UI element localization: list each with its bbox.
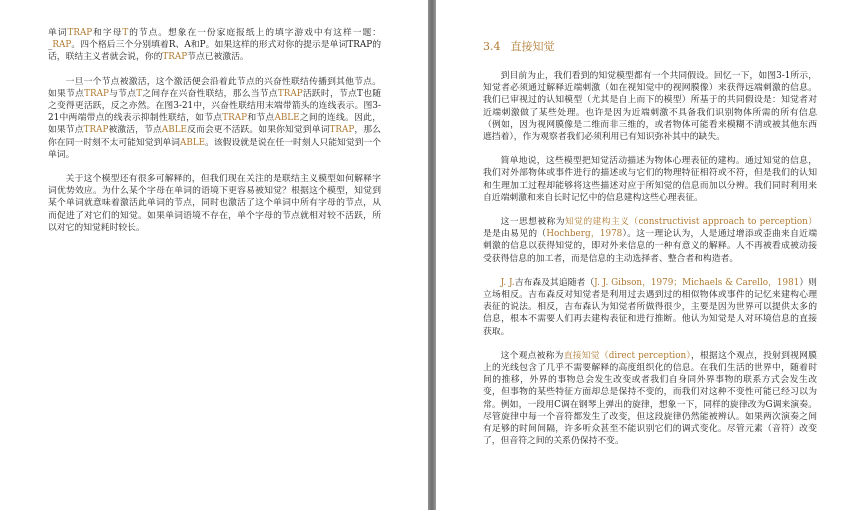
text-run: 活跃时，节点T也随之变得更活跃，反之亦然。在图3-21中，兴奋性联结用末端带箭头的连线表示。图3-21中两端带点的线表示抑制性联结，如节点 (48, 88, 381, 124)
text-run: 一旦一个节点被激活，这个激活便会沿着此节点的兴奋性联结传播到其他节点。如果节点 (48, 76, 381, 99)
highlighted-term: T (136, 88, 143, 99)
text-run: 是是由易见的（ (483, 229, 547, 240)
highlighted-term: TRAP (83, 125, 109, 136)
right-page (436, 0, 866, 510)
text-run: 节点已被激活。 (187, 52, 249, 63)
highlighted-term: ABLE (274, 113, 300, 124)
highlighted-term: J. J. (500, 277, 515, 288)
text-run: 和字母 (92, 28, 123, 38)
text-run: 到目前为止，我们看到的知觉模型都有一个共同假设。回忆一下，如图3-1所示，知觉者必须通过解释近端刺激（如在视知觉中的视网膜像）来获得远端刺激的信息。我们已审视过的认知模型（尤其是自上而下的模型）所基于的共同假设是：知觉者对近端刺激做了某些处理。也许是因为近端刺激不具备我们识别物体所需的所有信息（例如，因为视网膜像是二维而非三维的，或者物体可能看来模糊不清或被其他东西遮挡着），作为观察者我们必须利用已有知识弥补其中的缺失。 (483, 71, 817, 143)
left-paragraph-1 (48, 27, 381, 64)
text-run: 和节点 (247, 113, 275, 124)
text-run: 吉布森及其追随者（ (514, 277, 595, 288)
highlighted-term: 知觉的建构主义（constructivist approach to perception） (564, 217, 817, 228)
highlighted-term: TRAP (162, 52, 188, 63)
left-paragraph-2 (48, 76, 381, 161)
text-run: ，根据这个观点，投射到视网膜上的光线包含了几乎不需要解释的高度组织化的信息。在我们生活的世界中，随着时间的推移，外界的事物总会发生改变或者我们自身同外界事物的联系方式会发生改变，但事物的某些特征方面却总是保持不变的，而我们对这种不变性可能已经习以为常。例如，一段用C调在钢琴上弹出的旋律，想象一下，同样的旋律改为G调来演奏。尽管旋律中每一个音符都发生了改变，但这段旋律仍然能被辨认。如果两次演奏之间有足够的时间间隔，许多听众甚至不能识别它们的调式变化。尽管元素（音符）改变了，但音符之间的关系仍保持不变。 (483, 350, 817, 447)
text-run: 反而会更不活跃。如果你知觉到单词 (186, 125, 330, 136)
text-run: 这一思想被称为 (500, 217, 565, 228)
highlighted-term: TRAP (329, 125, 355, 136)
right-paragraph-3 (483, 216, 817, 265)
text-run: 与节点 (108, 88, 137, 99)
highlighted-term: T (122, 28, 129, 38)
highlighted-term: J. J. Gibson，1979；Michaels & Carello，1981 (594, 277, 800, 288)
section-heading (483, 38, 817, 54)
text-run: 被激活，节点 (108, 125, 162, 136)
section-number: 3.4 (483, 40, 501, 53)
text-run: ）。这一理论认为，人是通过增添或歪曲来自近端刺激的信息以获得知觉的，即对外来信息的一种有意义的解释。人不再被看成被动接受获得信息的加工者，而是信息的主动选择者、整合者和构造者。 (483, 229, 817, 264)
text-run: 简单地说，这些模型把知觉活动描述为物体心理表征的建构。通过知觉的信息，我们对外部物体或事件进行的描述或与它们的物理特征相符或不符，但是我们的认知和生理加工过程却能够将这些描述对应于所知觉的信息而加以分辨。我们同时利用来自近端刺激和来自长时记忆中的信息建构这些心理表征。 (483, 156, 817, 203)
text-run: 。四个格后三个分别填着R、A和P。如果这样的形式对你的提示是单词TRAP的话，联结主义者就会说，你的 (48, 40, 381, 63)
left-page (0, 0, 428, 510)
text-run: ，那么你在同一时刻不太可能知觉到单词 (48, 125, 381, 148)
right-text-column (483, 38, 817, 459)
highlighted-term: TRAP (84, 88, 109, 99)
text-run: 的节点。想象在一份家庭报纸上的填字游戏中有这样一题：_ (48, 28, 381, 51)
text-run: 关于这个模型还有很多可解释的，但我们现在关注的是联结主义模型如何解释字词优势效应。为什么某个字母在单词的语境下更容易被知觉？根据这个模型，知觉到某个单词就意味着激活此单词的节点，同时也激活了这个单词中所有字母的节点，从而促进了对它们的知觉。如果单词语境不存在，单个字母的节点就相对较不活跃，所以对它的知觉耗时较长。 (48, 174, 381, 233)
highlighted-term: Hochberg，1978 (546, 229, 623, 240)
text-run: 之间存在兴奋性联结，那么当节点 (142, 88, 278, 99)
right-paragraph-1 (483, 70, 817, 143)
text-run: 单词 (48, 28, 68, 38)
highlighted-term: TRAP (222, 113, 248, 124)
text-run: 这个观点被称为 (500, 350, 564, 361)
text-run: 。该假设就是说在任一时刻人只能知觉到一个单词。 (48, 137, 382, 160)
highlighted-term: ABLE (161, 125, 187, 136)
highlighted-term: RAP (52, 40, 72, 51)
highlighted-term: ABLE (179, 137, 206, 148)
left-text-column (48, 27, 381, 246)
section-title: 直接知觉 (510, 40, 555, 53)
highlighted-term: TRAP (67, 28, 93, 38)
left-paragraph-3 (48, 173, 381, 234)
text-run: ）则立场相反。吉布森反对知觉者是利用过去遇到过的相似物体或事件的记忆来建构心理表征的说法。相反，吉布森认为知觉者所做得很少，主要是因为世界可以提供太多的信息，根本不需要人们再去建构表征和进行推断。他认为知觉是人对环境信息的直接获取。 (483, 277, 817, 337)
book-gutter (428, 0, 436, 510)
right-paragraph-5 (483, 350, 817, 448)
text-run: 之间的连线。因此，如果节点 (48, 113, 381, 136)
right-paragraph-4 (483, 277, 817, 338)
highlighted-term: 直接知觉（direct perception） (563, 350, 692, 361)
highlighted-term: TRAP (277, 88, 303, 99)
right-paragraph-2 (483, 155, 817, 204)
